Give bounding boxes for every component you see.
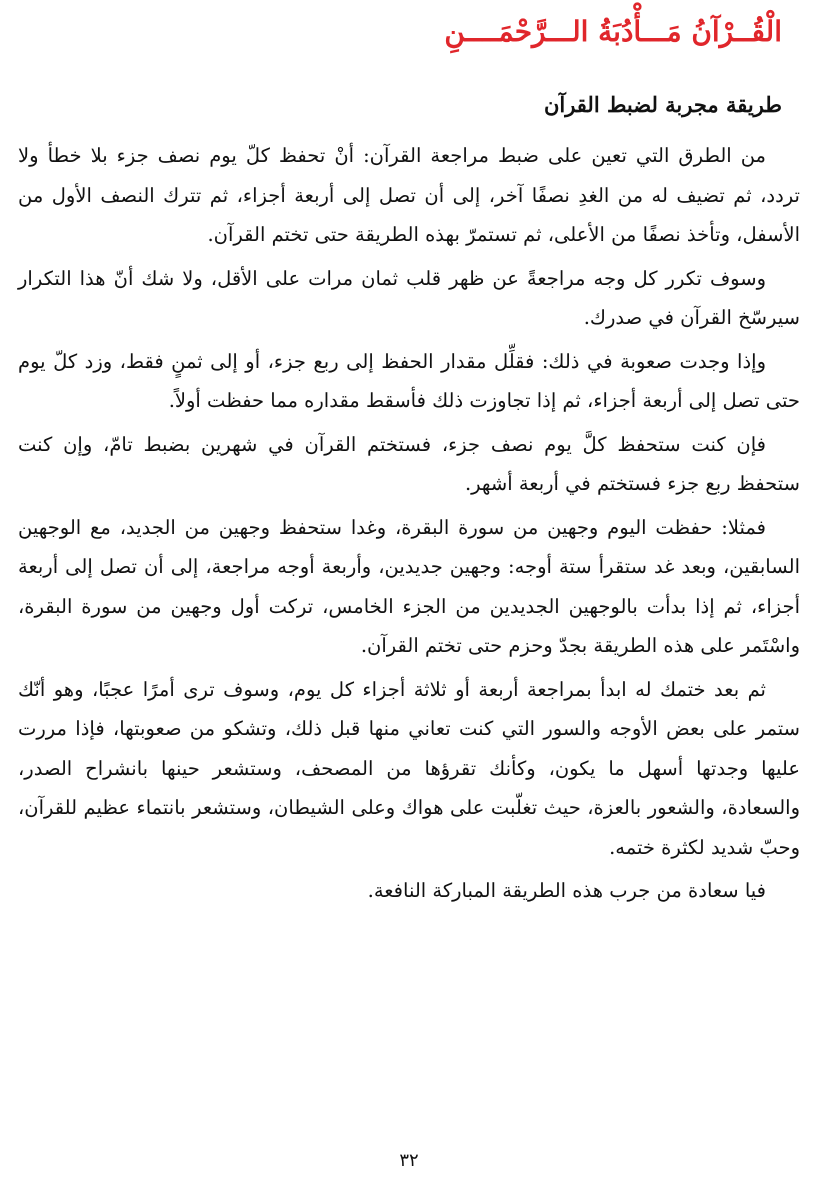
page-number: ٣٢ (399, 1150, 419, 1171)
body-text (18, 136, 800, 915)
paragraph: فمثلا: حفظت اليوم وجهين من سورة البقرة، وغدا ستحفظ وجهين من الجديد، مع الوجهين السابقين، وبعد غد ستقرأ ستة أوجه: وجهين جديدين، وأربعة أوجه مراجعة، إلى أن تصل إلى أربعة أجزاء، ثم إذا بدأت بالوجهين الجديدين من الجزء الخامس، تركت أول وجهين من سورة البقرة، واسْتَمر على هذه الطريقة بجدّ وحزم حتى تختم القرآن. (18, 515, 800, 657)
paragraph: فإن كنت ستحفظ كلَّ يوم نصف جزء، فستختم القرآن في شهرين بضبط تامّ، وإن كنت ستحفظ ربع جزء فستختم في أربعة أشهر. (18, 432, 800, 495)
paragraph: وسوف تكرر كل وجه مراجعةً عن ظهر قلب ثمان مرات على الأقل، ولا شك أنّ هذا التكرار سيرسّخ القرآن في صدرك. (18, 266, 800, 329)
paragraph: وإذا وجدت صعوبة في ذلك: فقلِّل مقدار الحفظ إلى ربع جزء، أو إلى ثمنٍ فقط، وزد كلّ يوم حتى تصل إلى أربعة أجزاء، ثم إذا تجاوزت ذلك فأسقط مقداره مما حفظت أولاً. (18, 349, 800, 412)
paragraph: فيا سعادة من جرب هذه الطريقة المباركة النافعة. (367, 879, 766, 902)
running-header: الْقُــرْآنُ مَـــأْدُبَةُ الـــرَّحْمَــــنِ (444, 15, 782, 48)
paragraph: من الطرق التي تعين على ضبط مراجعة القرآن: أنْ تحفظ كلّ يوم نصف جزء بلا خطأ ولا تردد، ثم تضيف له من الغدِ نصفًا آخر، إلى أن تصل إلى أربعة أجزاء، ثم تترك النصف الأول من الأسفل، وتأخذ نصفًا من الأعلى، ثم تستمرّ بهذه الطريقة حتى تختم القرآن. (18, 144, 800, 246)
section-title: طريقة مجربة لضبط القرآن (543, 92, 782, 117)
paragraph: ثم بعد ختمك له ابدأ بمراجعة أربعة أو ثلاثة أجزاء كل يوم، وسوف ترى أمرًا عجبًا، وهو أنّك ستمر على بعض الأوجه والسور التي كنت تعاني منها قبل ذلك، وتشكو من صعوبتها، فإذا مررت عليها وجدتها أسهل ما يكون، وكأنك تقرؤها من المصحف، وستشعر حينها بانشراح الصدر، والسعادة، والشعور بالعزة، حيث تغلّبت على هواك وعلى الشيطان، وستشعر بانتماء عظيم للقرآن، وحبّ شديد لكثرة ختمه. (18, 677, 800, 859)
